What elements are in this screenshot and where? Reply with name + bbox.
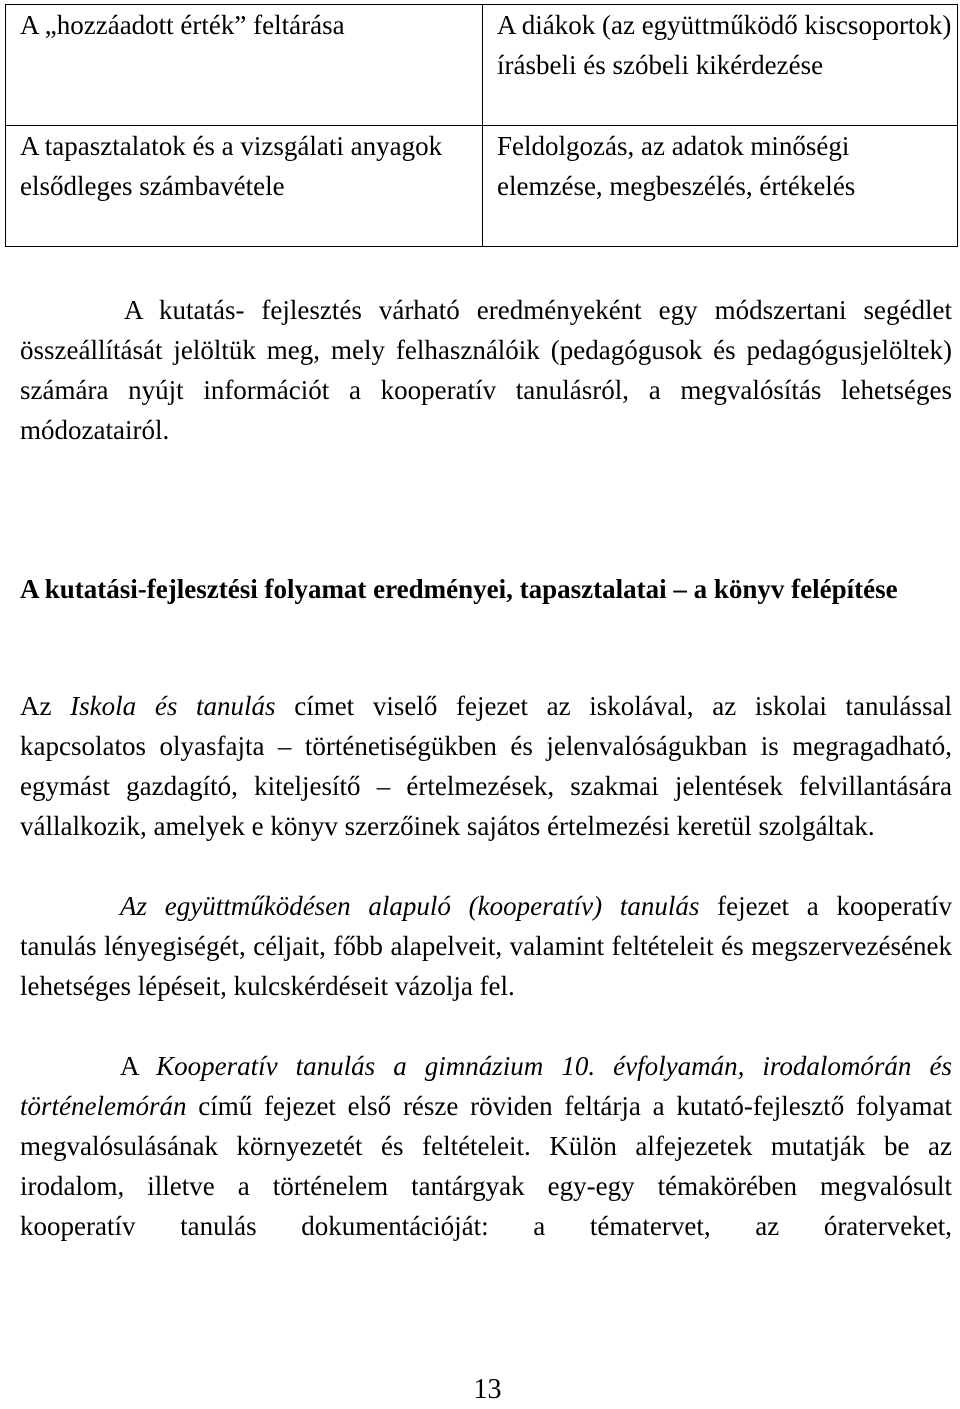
section-heading: A kutatási-fejlesztési folyamat eredményei, tapasztalatai – a könyv felépítése [20,574,898,604]
chapter-title: Iskola és tanulás [70,691,276,721]
table-row [6,126,958,247]
text-run: Az [20,691,71,721]
text-run: fejezet a kooperatív tanulás lényegiségét, céljait, főbb alapelveit, valamint feltételeit és megszervezésének lehetséges lépéseit, kulcskérdéseit vázolja fel. [20,891,952,1001]
intro-text: A kutatás- fejlesztés várható eredményeként egy módszertani segédlet összeállítását jelöltük meg, mely felhasználóik (pedagógusok és pedagógusjelöltek) számára nyújt információt a kooperatív tanulásról, a megvalósítás lehetséges módozatairól. [20,295,952,445]
table-cell-left: A tapasztalatok és a vizsgálati anyagok elsődleges számbavétele [6,126,483,247]
text-run: A [120,1051,157,1081]
intro-paragraph [20,290,952,450]
text-run: címet viselő fejezet az iskolával, az iskolai tanulással kapcsolatos olyasfajta – történetiségükben és jelenvalóságukban is megragadható, egymást gazdagító, kiteljesítő – értelmezések, szakmai jelentések felvillantására vállalkozik, amelyek e könyv szerzőinek sajátos értelmezési keretül szolgáltak. [20,691,953,841]
page-number: 13 [473,1374,502,1405]
table-cell-right: A diákok (az együttműködő kiscsoportok) írásbeli és szóbeli kikérdezése [483,5,958,126]
table-row [6,5,958,126]
paragraph-kooperativ [20,886,952,1006]
paragraph-gimnazium [20,1046,952,1246]
research-plan-table [5,4,958,247]
paragraph-iskola [20,686,952,846]
chapter-title: Az együttműködésen alapuló (kooperatív) tanulás [120,891,700,921]
table-cell-right: Feldolgozás, az adatok minőségi elemzése, megbeszélés, értékelés [483,126,958,247]
chapter-title: Kooperatív tanulás a gimnázium 10. évfolyamán, irodalomórán és történelemórán [20,1051,952,1121]
text-run: című fejezet első része röviden feltárja a kutató-fejlesztő folyamat megvalósulásának környezetét és feltételeit. Külön alfejezetek mutatják be az irodalom, illetve a történelem tantárgyak egy-egy témakörében megvalósult kooperatív tanulás dokumentációját: a tématervet, az óraterveket, [20,1091,952,1241]
table-cell-left: A „hozzáadott érték” feltárása [6,5,483,126]
